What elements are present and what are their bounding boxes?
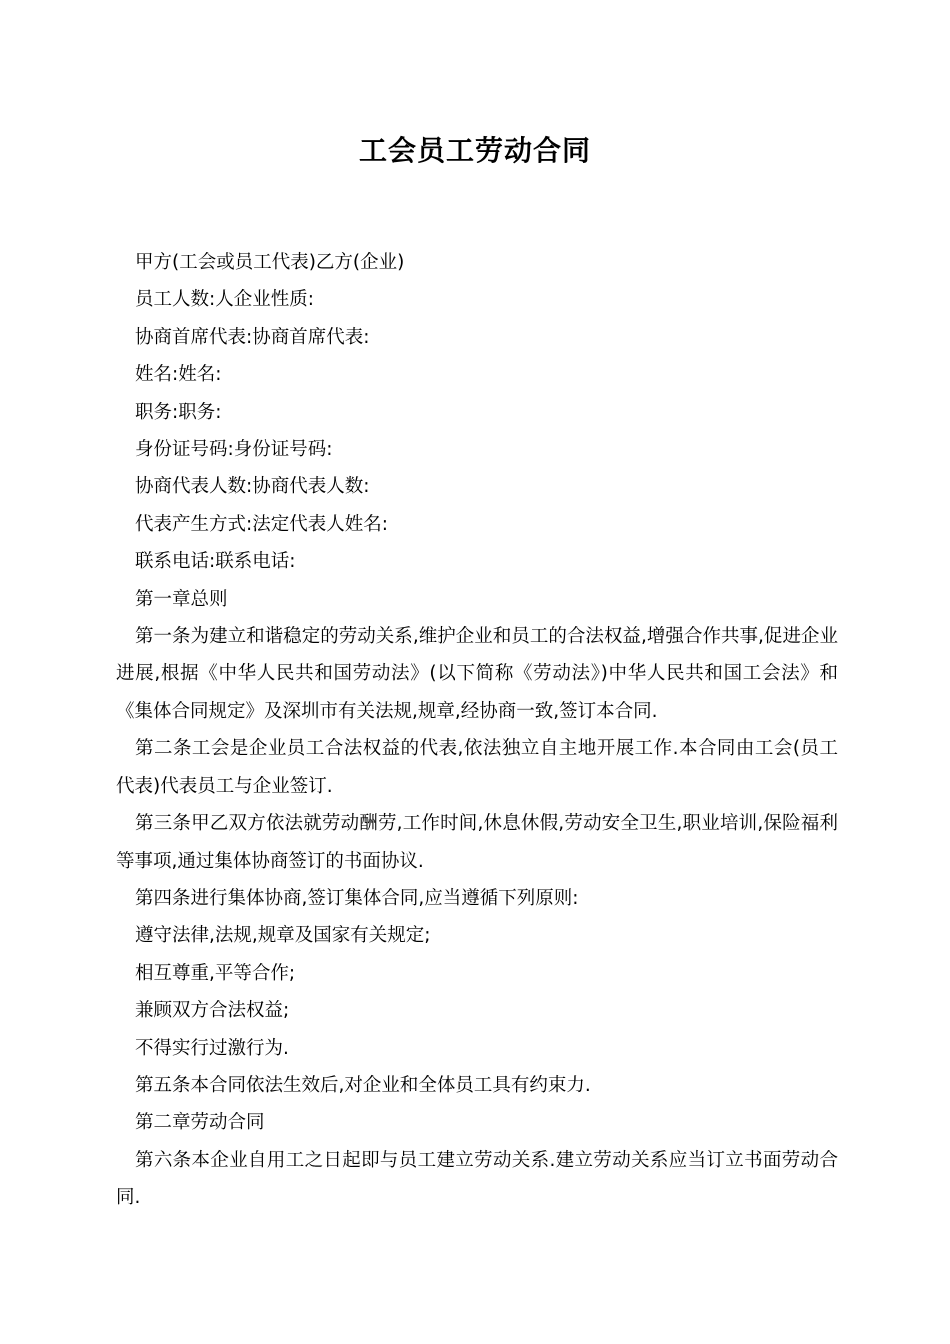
principle-item: 遵守法律,法规,规章及国家有关规定; (135, 925, 431, 947)
chief-representative-line: 协商首席代表:协商首席代表: (135, 326, 370, 348)
party-line: 甲方(工会或员工代表)乙方(企业) (135, 252, 405, 273)
principle-item: 相互尊重,平等合作; (135, 962, 296, 984)
principle-item: 兼顾双方合法权益; (135, 1000, 290, 1022)
article-paragraph: 第五条本合同依法生效后,对企业和全体员工具有约束力. (135, 1074, 591, 1096)
name-line: 姓名:姓名: (135, 364, 222, 386)
article-paragraph: 第二条工会是企业员工合法权益的代表,依法独立自主地开展工作.本合同由工会(员工代表)代表员工与企业签订. (116, 738, 838, 797)
employee-count-line: 员工人数:人企业性质: (135, 289, 314, 311)
chapter-heading: 第一章总则 (135, 588, 228, 610)
article-paragraph: 第六条本企业自用工之日起即与员工建立劳动关系.建立劳动关系应当订立书面劳动合同. (116, 1149, 838, 1209)
chapter-heading: 第二章劳动合同 (135, 1112, 265, 1134)
representative-count-line: 协商代表人数:协商代表人数: (135, 476, 370, 498)
document-body (116, 244, 838, 1217)
representative-method-line: 代表产生方式:法定代表人姓名: (135, 513, 388, 535)
article-paragraph: 第三条甲乙双方依法就劳动酬劳,工作时间,休息休假,劳动安全卫生,职业培训,保险福利等事项,通过集体协商签订的书面协议. (116, 813, 838, 872)
id-number-line: 身份证号码:身份证号码: (135, 439, 333, 461)
phone-line: 联系电话:联系电话: (135, 551, 296, 573)
article-paragraph: 第一条为建立和谐稳定的劳动关系,维护企业和员工的合法权益,增强合作共事,促进企业进展,根据《中华人民共和国劳动法》(以下简称《劳动法》)中华人民共和国工会法》和《集体合同规定》及深圳市有关法规,规章,经协商一致,签订本合同. (116, 626, 838, 722)
position-line: 职务:职务: (135, 401, 222, 423)
principle-item: 不得实行过激行为. (135, 1037, 289, 1059)
article-paragraph: 第四条进行集体协商,签订集体合同,应当遵循下列原则: (135, 887, 579, 909)
document-title: 工会员工劳动合同 (358, 134, 591, 167)
